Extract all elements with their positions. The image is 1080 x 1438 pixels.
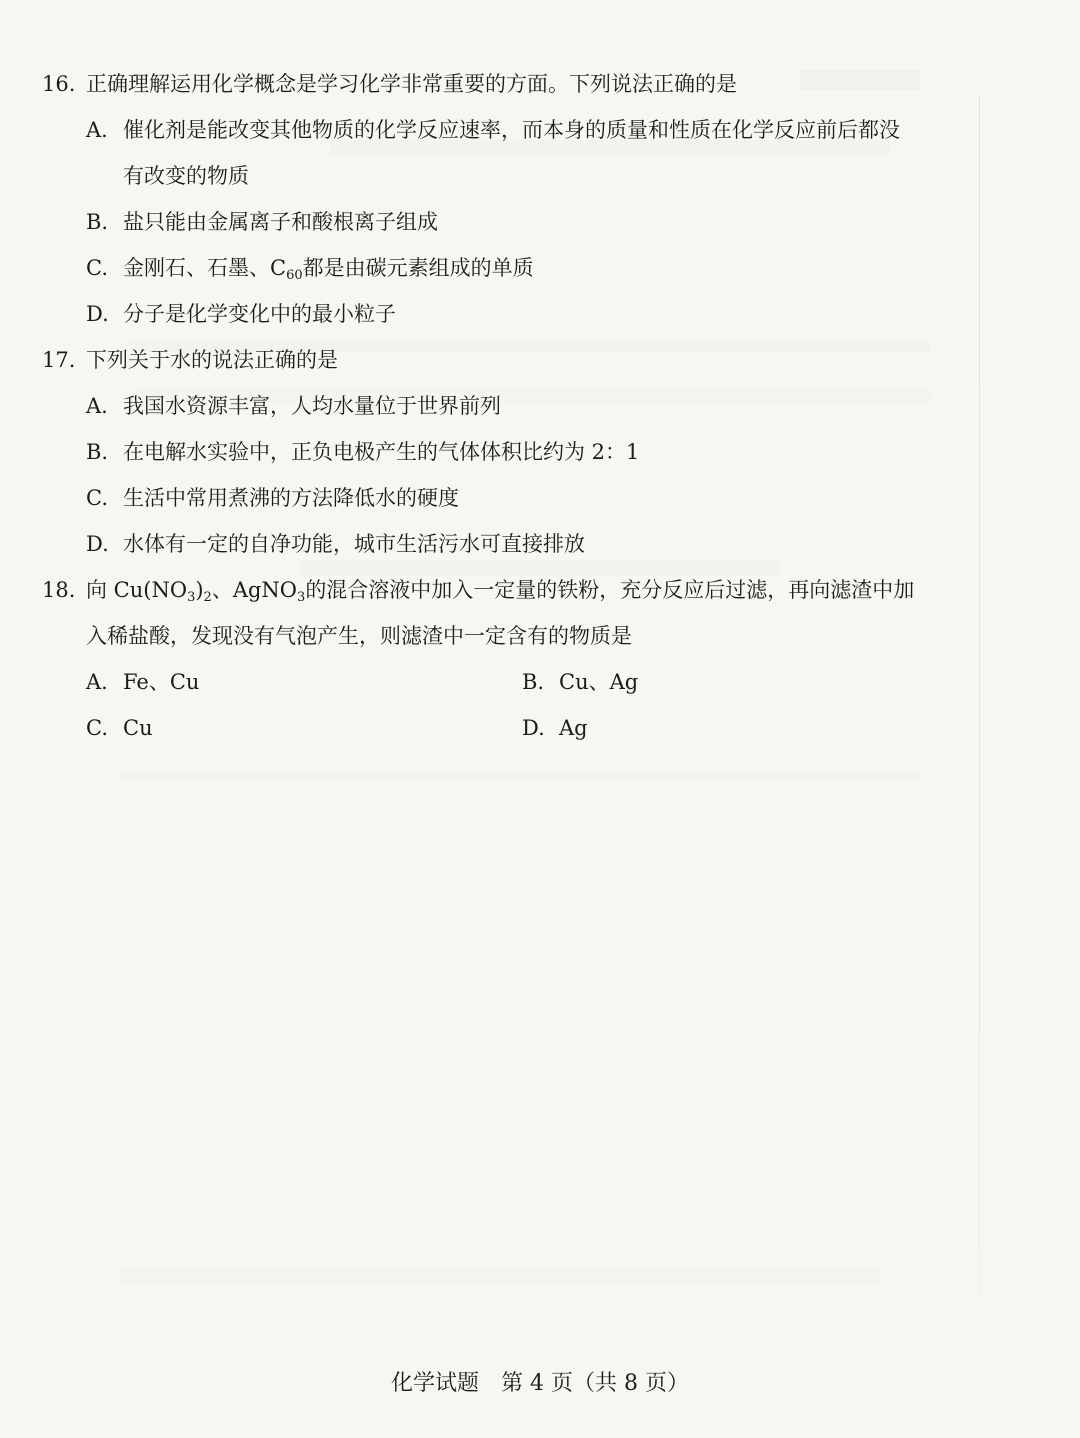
- option-text: 有改变的物质: [123, 164, 249, 188]
- option-label: B.: [86, 440, 109, 464]
- option-label: B.: [522, 670, 545, 694]
- option-label: A.: [86, 118, 108, 142]
- question-17-option-d: [86, 529, 585, 559]
- option-text: Cu、Ag: [559, 670, 639, 694]
- question-16-option-b: [86, 207, 438, 237]
- question-17-option-a: [86, 391, 501, 421]
- subscript: 3: [297, 590, 306, 605]
- bleed-through-texture: [120, 770, 920, 782]
- question-text: 下列关于水的说法正确的是: [86, 348, 338, 372]
- option-label: C.: [86, 486, 108, 510]
- option-text: Ag: [559, 716, 588, 740]
- option-text: 都是由碳元素组成的单质: [302, 256, 534, 280]
- subscript: 60: [286, 268, 303, 283]
- question-16-option-d: [86, 299, 396, 329]
- question-number: 18.: [42, 578, 76, 602]
- option-label: A.: [86, 670, 108, 694]
- question-17-option-b: [86, 437, 639, 467]
- option-text: 生活中常用煮沸的方法降低水的硬度: [123, 486, 459, 510]
- question-number: 17.: [42, 348, 76, 372]
- question-16-option-a-continued: [123, 161, 249, 191]
- question-18-stem: [42, 575, 914, 613]
- question-text: 入稀盐酸，发现没有气泡产生，则滤渣中一定含有的物质是: [86, 624, 632, 648]
- bleed-through-texture: [300, 560, 780, 576]
- question-text: 的混合溶液中加入一定量的铁粉，充分反应后过滤，再向滤渣中加: [305, 578, 915, 602]
- question-16-option-a: [86, 115, 900, 145]
- bleed-through-texture: [800, 70, 920, 90]
- bleed-through-texture: [120, 1270, 880, 1282]
- option-label: B.: [86, 210, 109, 234]
- option-text: 盐只能由金属离子和酸根离子组成: [123, 210, 438, 234]
- page-fold-shadow: [979, 95, 980, 1295]
- option-text: 水体有一定的自净功能，城市生活污水可直接排放: [123, 532, 585, 556]
- option-text: 分子是化学变化中的最小粒子: [123, 302, 396, 326]
- option-label: D.: [522, 716, 545, 740]
- option-label: C.: [86, 256, 108, 280]
- question-18-option-c: [86, 713, 153, 743]
- question-17-option-c: [86, 483, 459, 513]
- question-16-stem: [42, 69, 737, 99]
- option-text: 催化剂是能改变其他物质的化学反应速率，而本身的质量和性质在化学反应前后都没: [123, 118, 900, 142]
- question-number: 16.: [42, 72, 76, 96]
- option-label: D.: [86, 532, 109, 556]
- question-text: 向 Cu(NO: [86, 578, 188, 602]
- question-18-option-b: [522, 667, 638, 697]
- option-text: 金刚石、石墨、C: [123, 256, 287, 280]
- option-text: 我国水资源丰富，人均水量位于世界前列: [123, 394, 501, 418]
- question-18-option-a: [86, 667, 199, 697]
- question-18-stem-continued: [86, 621, 632, 651]
- option-text: Fe、Cu: [123, 670, 200, 694]
- subscript: 3: [187, 590, 196, 605]
- option-label: D.: [86, 302, 109, 326]
- page-footer: 化学试题 第 4 页（共 8 页）: [391, 1371, 689, 1396]
- question-text: 正确理解运用化学概念是学习化学非常重要的方面。下列说法正确的是: [86, 72, 737, 96]
- question-16-option-c: [86, 253, 534, 291]
- question-text: ): [195, 578, 204, 602]
- question-17-stem: [42, 345, 338, 375]
- option-label: A.: [86, 394, 108, 418]
- subscript: 2: [203, 590, 212, 605]
- question-text: 、AgNO: [211, 578, 298, 602]
- option-text: 在电解水实验中，正负电极产生的气体体积比约为 2：1: [123, 440, 640, 464]
- question-18-option-d: [522, 713, 588, 743]
- option-text: Cu: [123, 716, 153, 740]
- option-label: C.: [86, 716, 108, 740]
